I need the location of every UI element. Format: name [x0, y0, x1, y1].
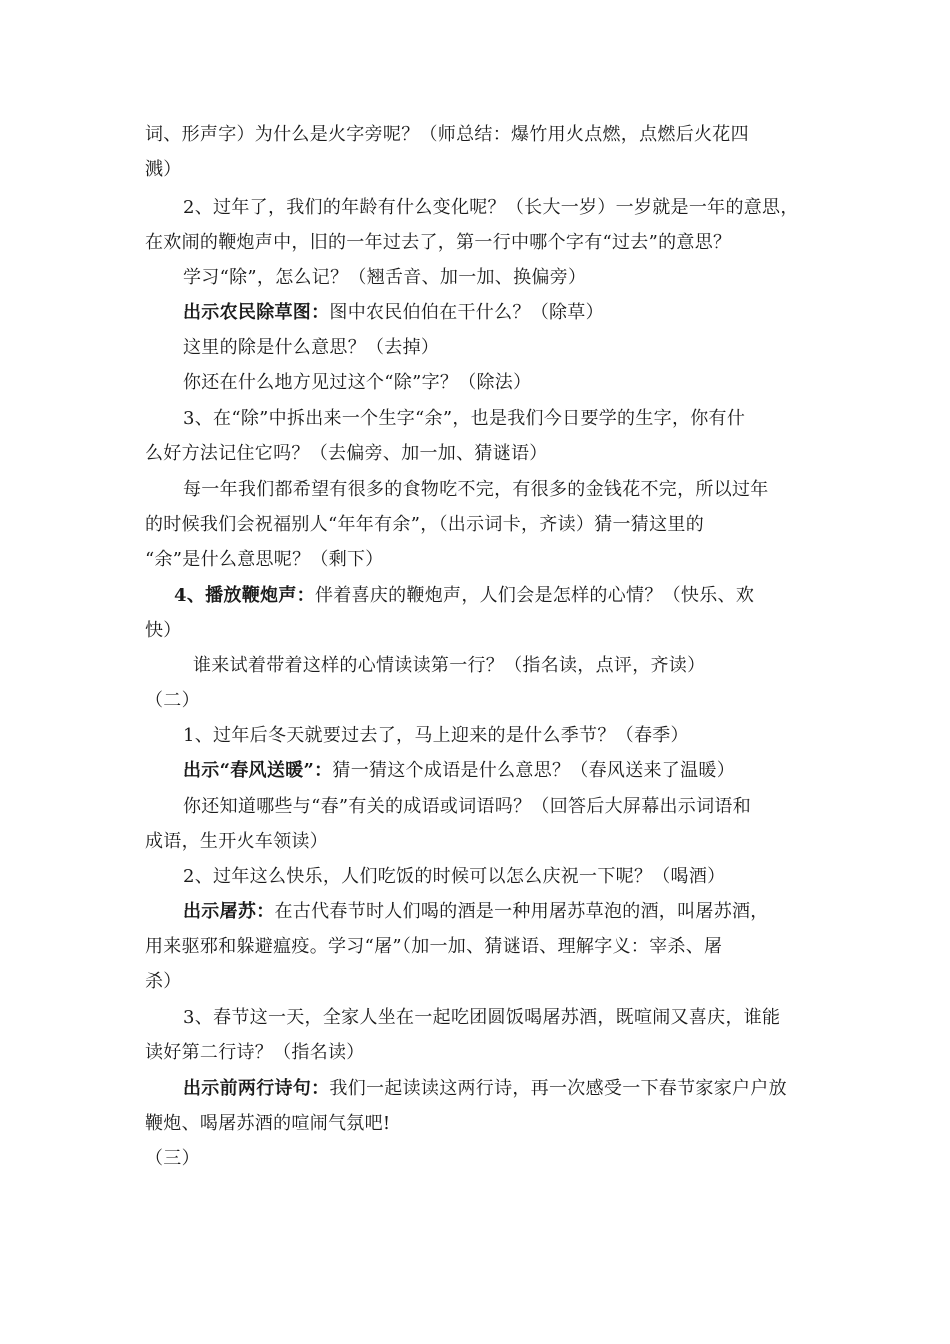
text-line: 3、春节这一天，全家人坐在一起吃团圆饭喝屠苏酒，既喧闹又喜庆，谁能 — [183, 1007, 781, 1028]
text-line: 词、形声字）为什么是火字旁呢？（师总结：爆竹用火点燃，点燃后火花四 — [145, 124, 749, 145]
text-line: “余”是什么意思呢？（剩下） — [145, 549, 384, 570]
text-line: 溅） — [145, 159, 182, 180]
text-line: 你还在什么地方见过这个“除”字？（除法） — [183, 372, 532, 393]
text-line: 么好方法记住它吗？（去偏旁、加一加、猜谜语） — [145, 443, 548, 464]
text-line: 杀） — [145, 971, 182, 992]
section-heading: （二） — [145, 690, 200, 711]
text-span: 图中农民伯伯在干什么？（除草） — [329, 302, 604, 323]
text-line: 的时候我们会祝福别人“年年有余”，（出示词卡，齐读）猜一猜这里的 — [145, 514, 705, 535]
text-line: 鞭炮、喝屠苏酒的喧闹气氛吧! — [145, 1113, 391, 1134]
text-span: 猜一猜这个成语是什么意思？（春风送来了温暖） — [332, 760, 736, 781]
text-line: 成语，生开火车领读） — [145, 831, 328, 852]
bold-heading: 出示前两行诗句： — [183, 1078, 330, 1099]
text-line: 你还知道哪些与“春”有关的成语或词语吗？（回答后大屏幕出示词语和 — [183, 796, 752, 817]
section-heading: （三） — [145, 1148, 200, 1169]
text-line: 3、在“除”中拆出来一个生字“余”，也是我们今日要学的生字，你有什 — [183, 408, 746, 429]
text-line: 在欢闹的鞭炮声中，旧的一年过去了，第一行中哪个字有“过去”的意思？ — [145, 232, 732, 253]
text-span: 在古代春节时人们喝的酒是一种用屠苏草泡的酒，叫屠苏酒， — [274, 901, 769, 922]
text-span: 伴着喜庆的鞭炮声，人们会是怎样的心情？（快乐、欢 — [314, 585, 755, 606]
text-line: 快） — [145, 620, 182, 641]
text-line: 1、过年后冬天就要过去了，马上迎来的是什么季节？（春季） — [183, 725, 689, 746]
text-line — [174, 584, 754, 608]
text-line: 学习“除”，怎么记？（翘舌音、加一加、换偏旁） — [183, 267, 587, 288]
text-line — [183, 301, 604, 325]
bold-heading: 出示农民除草图： — [183, 302, 330, 323]
text-line: 读好第二行诗？（指名读） — [145, 1042, 365, 1063]
text-line: 用来驱邪和躲避瘟疫。学习“屠”（加一加、猜谜语、理解字义：宰杀、屠 — [145, 936, 723, 957]
text-line: 这里的除是什么意思？（去掉） — [183, 337, 440, 358]
text-line — [183, 900, 769, 924]
text-line: 2、过年这么快乐，人们吃饭的时候可以怎么庆祝一下呢？（喝酒） — [183, 866, 726, 887]
text-line — [183, 1077, 787, 1101]
bold-heading: 出示屠苏： — [183, 901, 275, 922]
text-span: 我们一起读读这两行诗，再一次感受一下春节家家户户放 — [329, 1078, 787, 1099]
text-line: 2、过年了，我们的年龄有什么变化呢？（长大一岁）一岁就是一年的意思， — [183, 197, 799, 218]
text-line: 谁来试着带着这样的心情读读第一行？（指名读，点评，齐读） — [193, 655, 706, 676]
bold-heading: 4、播放鞭炮声： — [174, 585, 315, 606]
text-line — [183, 759, 735, 783]
text-line: 每一年我们都希望有很多的食物吃不完，有很多的金钱花不完，所以过年 — [183, 479, 769, 500]
bold-heading: 出示“春风送暖”： — [183, 760, 333, 781]
